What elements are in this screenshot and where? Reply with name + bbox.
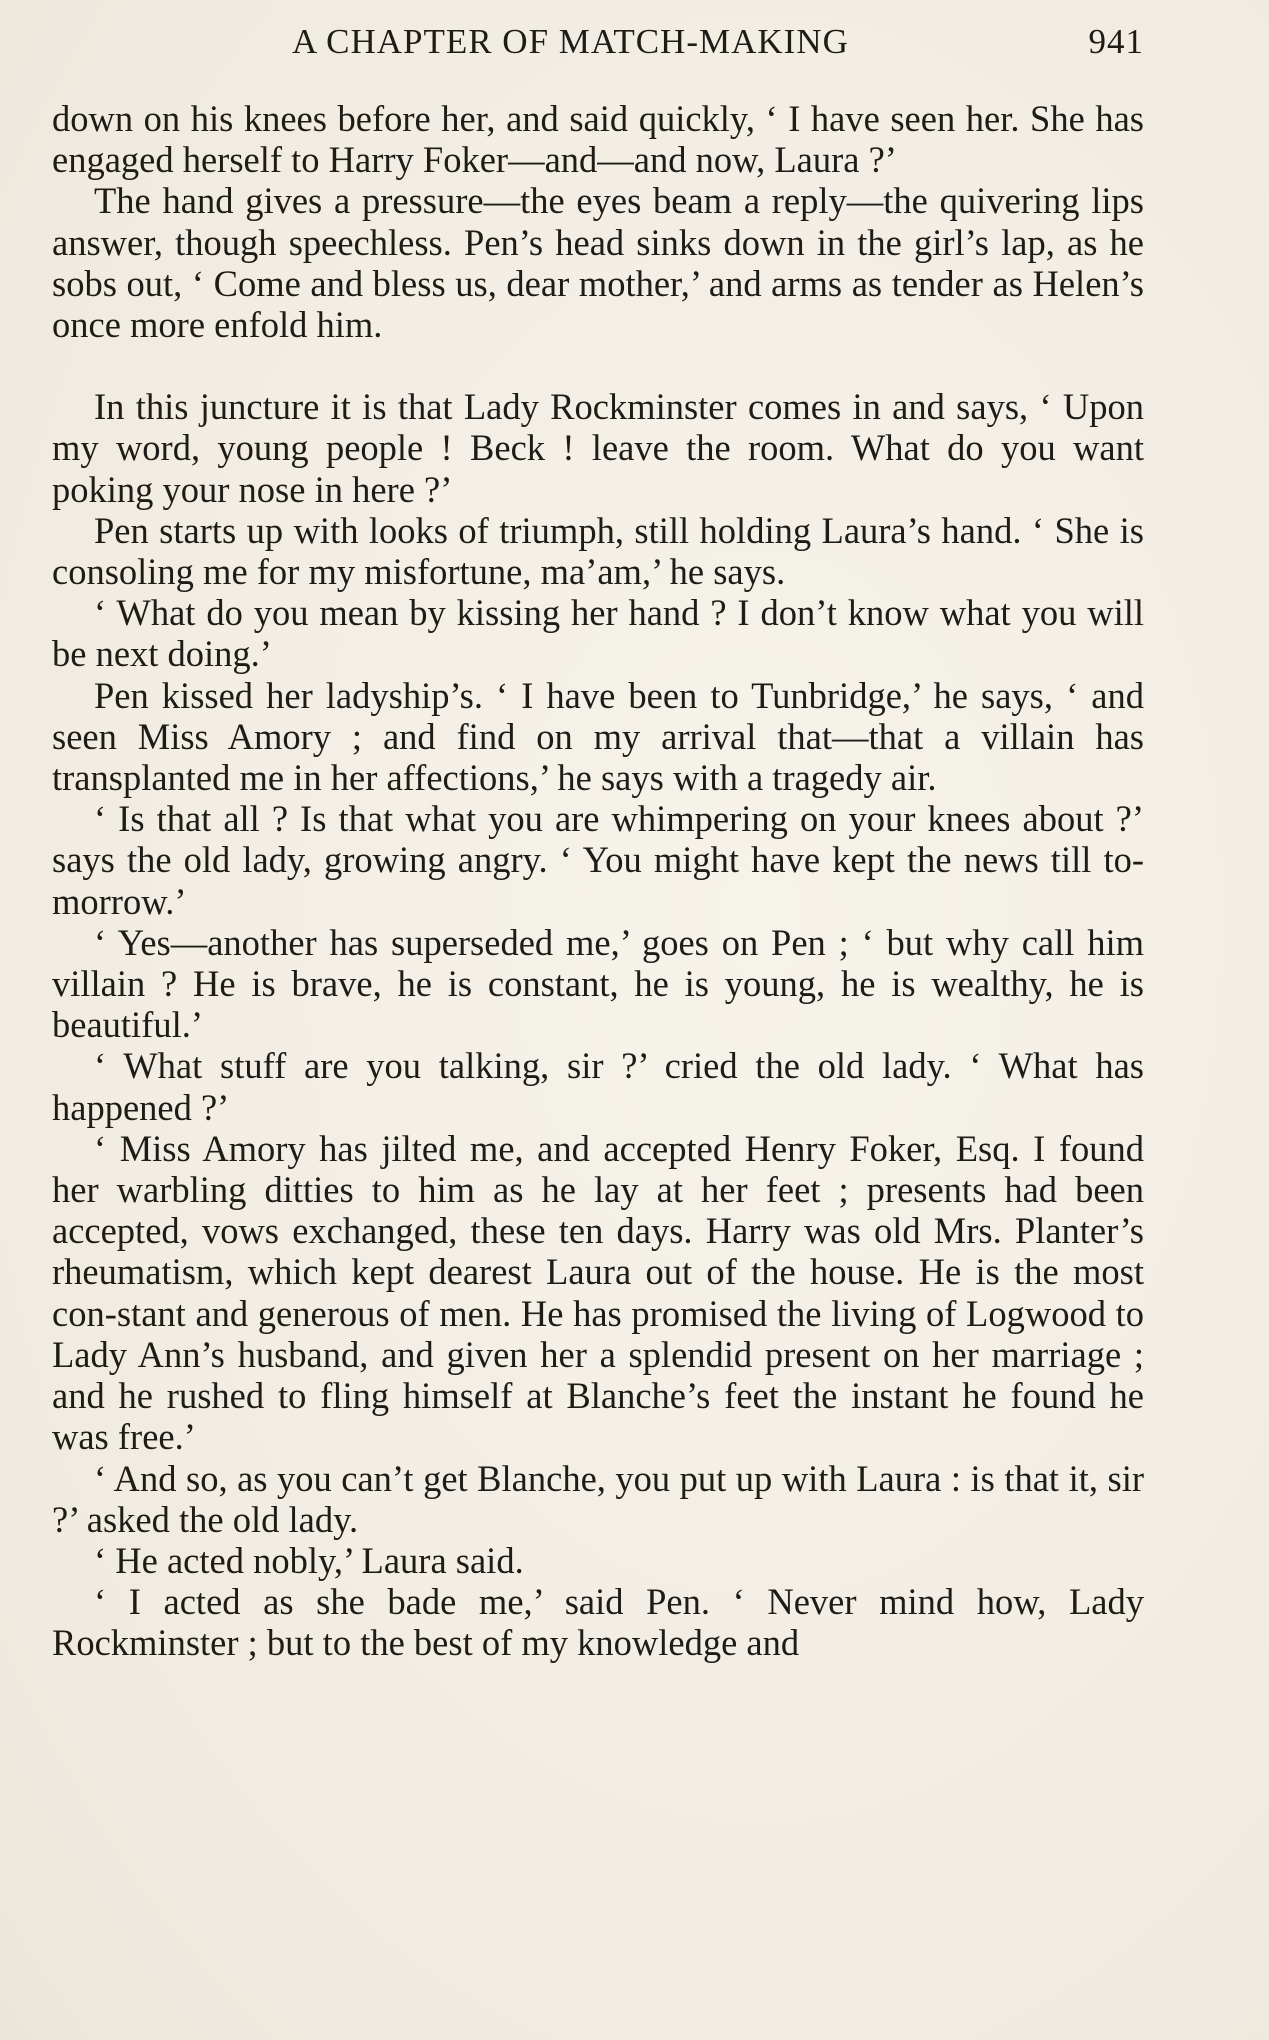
section-break [52, 345, 1144, 386]
paragraph: Pen starts up with looks of triumph, still holding Laura’s hand. ‘ She is consoling me for my misfortune, ma’am,’ he says. [52, 509, 1144, 593]
paragraph: ‘ Yes—another has superseded me,’ goes on Pen ; ‘ but why call him villain ? He is brave, he is constant, he is young, he is wealthy, he is beautiful.’ [52, 921, 1144, 1046]
page-number: 941 [1088, 22, 1144, 61]
paragraph: ‘ He acted nobly,’ Laura said. [94, 1539, 524, 1581]
running-header [52, 18, 1144, 74]
paragraph: down on his knees before her, and said quickly, ‘ I have seen her. She has engaged herself to Harry Foker—and—and now, Laura ?’ [52, 98, 1144, 181]
paragraph: ‘ I acted as she bade me,’ said Pen. ‘ Never mind how, Lady Rockminster ; but to the best of my knowledge and [52, 1581, 1144, 1664]
paragraph: In this juncture it is that Lady Rockminster comes in and says, ‘ Upon my word, young people ! Beck ! leave the room. What do you want poking your nose in here ?’ [52, 386, 1144, 510]
paragraph: The hand gives a pressure—the eyes beam a reply—the quivering lips answer, though speechless. Pen’s head sinks down in the girl’s lap, as he sobs out, ‘ Come and bless us, dear mother,’ and arms as tender as Helen’s once more enfold him. [52, 180, 1144, 346]
paragraph: ‘ Is that all ? Is that what you are whimpering on your knees about ?’ says the old lady, growing angry. ‘ You might have kept the news till to-morrow.’ [52, 798, 1144, 922]
paragraph: ‘ What do you mean by kissing her hand ? I don’t know what you will be next doing.’ [52, 592, 1144, 675]
paragraph: ‘ What stuff are you talking, sir ?’ cried the old lady. ‘ What has happened ?’ [52, 1045, 1144, 1128]
paragraph: ‘ And so, as you can’t get Blanche, you put up with Laura : is that it, sir ?’ asked the old lady. [52, 1457, 1144, 1540]
chapter-title: A CHAPTER OF MATCH-MAKING [292, 22, 849, 61]
page-body [52, 98, 1144, 1664]
paragraph: ‘ Miss Amory has jilted me, and accepted Henry Foker, Esq. I found her warbling ditties to him as he lay at her feet ; presents had been accepted, vows exchanged, these ten days. Harry was old Mrs. Planter’s rheumatism, which kept dearest Laura out of the house. He is the most con-stant and generous of men. He has promised the living of Logwood to Lady Ann’s husband, and given her a splendid present on her marriage ; and he rushed to fling himself at Blanche’s feet the instant he found he was free.’ [52, 1127, 1144, 1458]
paragraph: Pen kissed her ladyship’s. ‘ I have been to Tunbridge,’ he says, ‘ and seen Miss Amory ; and find on my arrival that—that a villain has transplanted me in her affections,’ he says with a tragedy air. [52, 674, 1144, 799]
